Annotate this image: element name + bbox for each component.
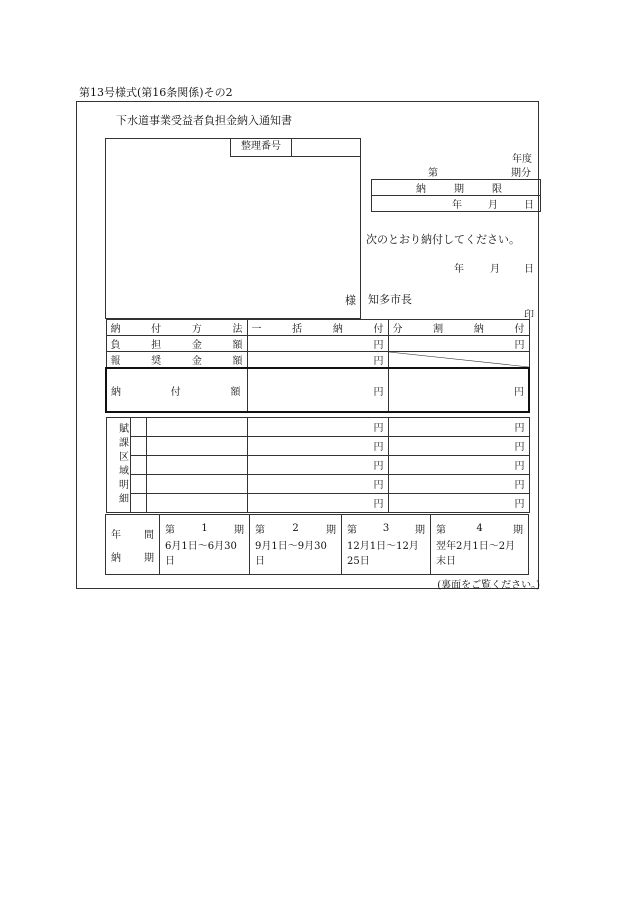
- breakdown-row: [106, 436, 529, 455]
- breakdown-installment-cell[interactable]: 円: [388, 436, 529, 455]
- breakdown-area-cell[interactable]: [146, 436, 247, 455]
- breakdown-subcell[interactable]: [130, 474, 146, 493]
- diagonal-line: [389, 352, 529, 367]
- addressee-box: [105, 138, 361, 319]
- breakdown-installment-cell[interactable]: 円: [388, 474, 529, 493]
- method-row: [106, 320, 529, 336]
- addressee-suffix: 様: [345, 294, 356, 307]
- period-3-range: 12月1日～12月25日: [347, 541, 419, 567]
- breakdown-subcell[interactable]: [130, 493, 146, 512]
- payment-amount-row: [106, 368, 529, 412]
- period-4-head: 第 4 期: [436, 522, 523, 536]
- period-1-head: 第 1 期: [165, 522, 244, 536]
- notice-text: 次のとおり納付してください。: [366, 233, 520, 246]
- breakdown-subcell[interactable]: [130, 417, 146, 436]
- payment-lump-cell[interactable]: 円: [247, 368, 388, 412]
- seal-mark: 印: [524, 310, 534, 321]
- burden-installment-cell[interactable]: 円: [388, 336, 529, 352]
- breakdown-lump-cell[interactable]: 円: [247, 493, 388, 512]
- period-3: [342, 515, 431, 575]
- method-label: 納 付 方 法: [106, 320, 247, 336]
- issuer-name: 知多市長: [368, 293, 412, 306]
- document-title: 下水道事業受益者負担金納入通知書: [116, 114, 292, 127]
- issue-month-unit: 月: [490, 264, 500, 275]
- burden-lump-cell[interactable]: 円: [247, 336, 388, 352]
- amount-table: [105, 319, 530, 513]
- reward-amount-row: [106, 352, 529, 369]
- breakdown-area-cell[interactable]: [146, 474, 247, 493]
- payment-amount-label: 納 付 額: [106, 368, 247, 412]
- breakdown-row: [106, 493, 529, 512]
- breakdown-lump-cell[interactable]: 円: [247, 474, 388, 493]
- breakdown-lump-cell[interactable]: 円: [247, 417, 388, 436]
- period-2-head: 第 2 期: [255, 522, 336, 536]
- form-number: 第13号様式(第16条関係)その2: [79, 86, 233, 99]
- fiscal-year-label: 年度: [512, 154, 532, 165]
- reward-amount-label: 報 奨 金 額: [106, 352, 247, 369]
- breakdown-area-cell[interactable]: [146, 417, 247, 436]
- period-2: [250, 515, 342, 575]
- breakdown-lump-cell[interactable]: 円: [247, 436, 388, 455]
- breakdown-area-cell[interactable]: [146, 493, 247, 512]
- issue-day-unit: 日: [524, 264, 534, 275]
- breakdown-subcell[interactable]: [130, 455, 146, 474]
- breakdown-row: [106, 455, 529, 474]
- period-prefix: 第: [428, 168, 438, 179]
- period-1: [160, 515, 250, 575]
- period-suffix: 期分: [511, 168, 531, 179]
- period-1-range: 6月1日～6月30日: [165, 541, 237, 567]
- due-date-header: 納 期 限: [372, 180, 541, 196]
- breakdown-installment-cell[interactable]: 円: [388, 455, 529, 474]
- breakdown-installment-cell[interactable]: 円: [388, 493, 529, 512]
- back-side-note: (裏面をご覧ください。): [437, 580, 540, 591]
- breakdown-subcell[interactable]: [130, 436, 146, 455]
- breakdown-label: 賦課区域明細: [106, 417, 130, 512]
- payment-schedule-table: [105, 514, 529, 575]
- installment-header: 分 割 納 付: [388, 320, 529, 336]
- lump-sum-header: 一 括 納 付: [247, 320, 388, 336]
- due-date-table: [371, 179, 541, 212]
- issue-year-unit: 年: [454, 264, 464, 275]
- period-2-range: 9月1日～9月30日: [255, 541, 327, 567]
- payment-installment-cell[interactable]: 円: [388, 368, 529, 412]
- reference-number-label: 整理番号: [231, 138, 292, 156]
- period-3-head: 第 3 期: [347, 522, 425, 536]
- period-4-range: 翌年2月1日～2月末日: [436, 541, 516, 567]
- schedule-label: 年 間 納 期: [106, 515, 160, 575]
- burden-amount-row: [106, 336, 529, 352]
- due-date-value[interactable]: 年 月 日: [372, 196, 541, 212]
- reward-lump-cell[interactable]: 円: [247, 352, 388, 369]
- breakdown-installment-cell[interactable]: 円: [388, 417, 529, 436]
- reward-installment-crossed: [388, 352, 529, 369]
- breakdown-lump-cell[interactable]: 円: [247, 455, 388, 474]
- burden-amount-label: 負 担 金 額: [106, 336, 247, 352]
- reference-number-box: [230, 138, 361, 157]
- breakdown-area-cell[interactable]: [146, 455, 247, 474]
- breakdown-row: [106, 474, 529, 493]
- period-4: [431, 515, 529, 575]
- breakdown-row: [106, 417, 529, 436]
- schedule-row: [106, 515, 529, 575]
